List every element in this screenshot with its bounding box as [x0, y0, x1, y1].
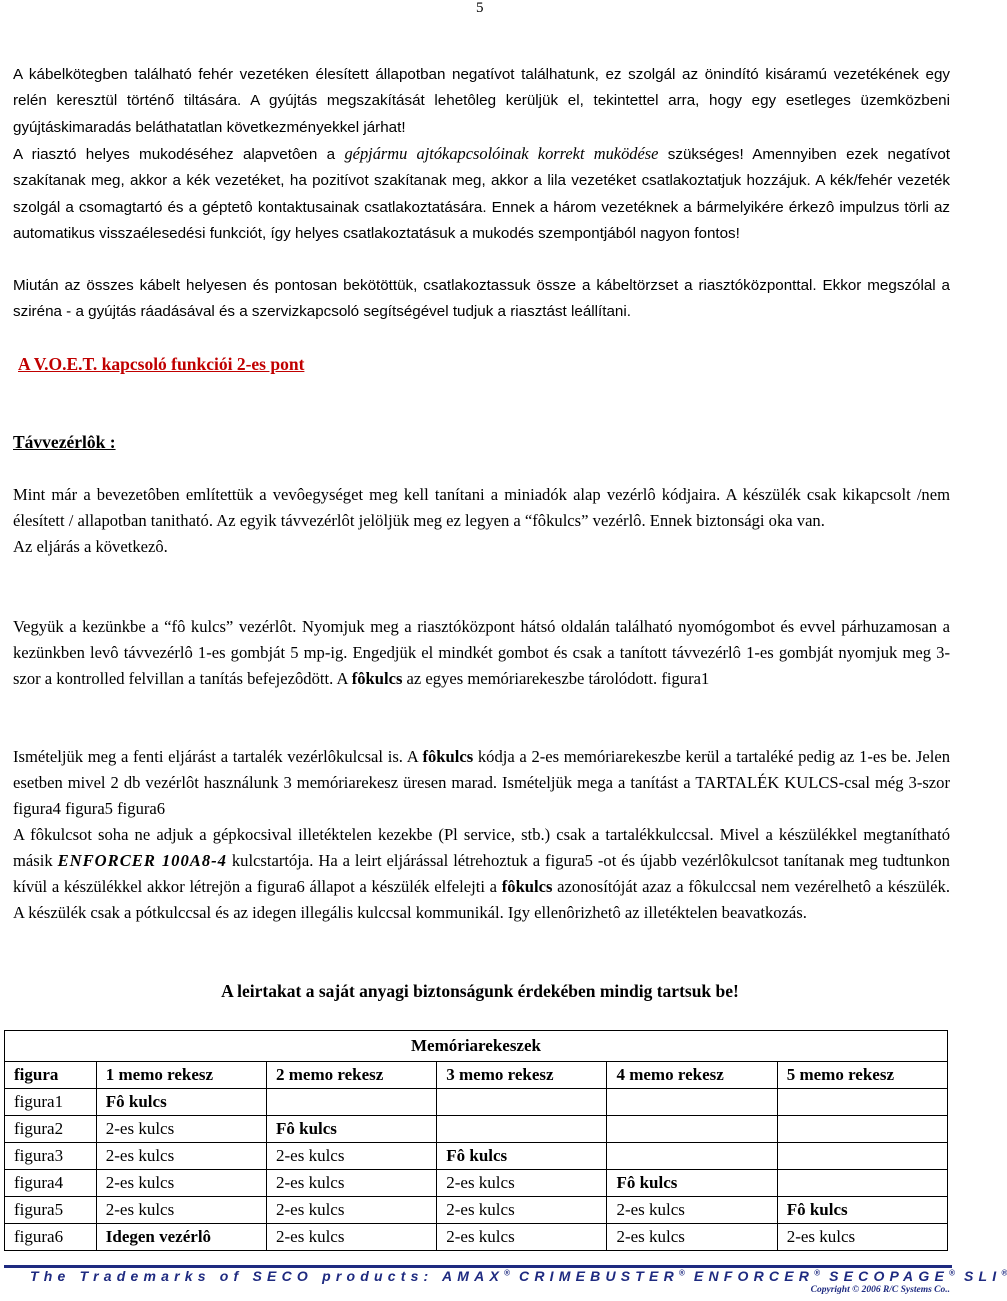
reg-mark: ® — [504, 1268, 510, 1278]
memory-table-row — [5, 1116, 948, 1143]
body-p4-middle: kulcstartója. Ha a leirt eljárással létrehoztuk a figura5 -ot és újabb vezérlôkulcsot tanítanak meg tudtunkon kívül a készülékkel akkor létrejön a figura6 állapot a készülék elfelejti a — [13, 851, 950, 896]
body-p4-end: azonosítóját azaz a fôkulccsal nem vezérelhetô a készülék. A készülék csak a pótkulccsal és az idegen illegális kulccsal kommunikál. Igy ellenôrizhetô az illetéktelen beavatkozás. — [13, 877, 950, 922]
intro-paragraph-1: A kábelkötegben található fehér vezetéken élesített állapotban negatívot találhatunk, ez szolgál az önindító kisáramú vezetékének egy relén keresztül történő tiltására. A gyújtás megszakítását lehetôleg kerüljük el, tekintettel arra, hogy egy esetleges üzemközbeni gyújtáskimaradás beláthatatlan következményekkel járhat! — [13, 66, 950, 136]
header-cell: 5 memo rekesz — [777, 1062, 947, 1089]
memory-table-row — [5, 1224, 948, 1251]
figura-label-cell: figura2 — [5, 1116, 97, 1143]
reg-mark: ® — [949, 1268, 955, 1278]
body-p1-text: Mint már a bevezetôben említettük a vevôegységet meg kell tanítani a miniadók alap vezérlô kódjaira. A készülék csak kikapcsolt /nem élesített / allapotban tanitható. Az egyik távvezérlôt jelöljük meg ez legyen a “fôkulcs” vezérlô. Ennek biztonsági oka van. — [13, 485, 950, 530]
header-cell: 3 memo rekesz — [437, 1062, 607, 1089]
reg-mark: ® — [678, 1268, 685, 1278]
memo-slot-cell — [267, 1089, 437, 1116]
copyright: Copyright © 2006 R/C Systems Co.. — [810, 1285, 950, 1295]
memo-slot-cell: Fô kulcs — [607, 1170, 777, 1197]
enforcer-brand: ENFORCER 100A8-4 — [57, 851, 227, 870]
voet-link-heading[interactable]: A V.O.E.T. kapcsoló funkciói 2-es pont — [18, 354, 305, 374]
body-paragraph-2 — [13, 614, 950, 692]
brand-enforcer: ENFORCER — [693, 1268, 815, 1284]
memo-slot-cell — [607, 1089, 777, 1116]
memo-slot-cell — [607, 1116, 777, 1143]
body-paragraph-3 — [13, 744, 950, 926]
memo-slot-cell: 2-es kulcs — [267, 1143, 437, 1170]
body-p4-bold: fôkulcs — [501, 877, 553, 896]
intro-p2-start: A riasztó helyes mukodéséhez alapvetôen a — [13, 146, 345, 163]
memo-slot-cell: 2-es kulcs — [267, 1170, 437, 1197]
body-p3-bold: fôkulcs — [422, 747, 474, 766]
memo-slot-cell: 2-es kulcs — [96, 1116, 266, 1143]
memo-slot-cell — [607, 1143, 777, 1170]
figura-label-cell: figura5 — [5, 1197, 97, 1224]
header-cell: 4 memo rekesz — [607, 1062, 777, 1089]
memo-slot-cell: 2-es kulcs — [437, 1170, 607, 1197]
brand-sli: SLI — [964, 1268, 1002, 1284]
memo-slot-cell: 2-es kulcs — [96, 1143, 266, 1170]
body-p4-start: A fôkulcsot soha ne adjuk a gépkocsival illetéktelen kezekbe (Pl service, stb.) csak a tartalékkulccsal. Mivel a készülékkel megtanítható másik — [13, 825, 950, 870]
memo-slot-cell: 2-es kulcs — [607, 1224, 777, 1251]
intro-p2-end: szükséges! Amennyiben ezek negatívot szakítanak meg, akkor a kék vezetéket, ha pozitívot szakítanak meg, akkor a lila vezetéket csatlakoztatjuk hozzájuk. A kék/fehér vezeték szolgál a csomagtartó és a géptetô kontaktusainak csatlakoztatására. Ennek a három vezetéknek a bármelyikére érkezô impulzus törli az automatikus visszaélesedési funkciót, így helyes csatlakoztatásuk a mukodés szempontjából nagyon fontos! — [13, 146, 951, 243]
body-p3-start: Ismételjük meg a fenti eljárást a tartalék vezérlôkulcsal is. A — [13, 747, 423, 766]
footer-trademarks — [30, 1268, 1007, 1284]
memo-slot-cell: 2-es kulcs — [437, 1224, 607, 1251]
brand-amax: AMAX — [442, 1268, 505, 1284]
body-p2-start: Vegyük a kezünkbe a “fô kulcs” vezérlôt. Nyomjuk meg a riasztóközpont hátsó oldalán található nyomógombot és evvel párhuzamosan a kezünkben levô távvezérlô 1-es gombját 5 mp-ig. Engedjük el mindkét gombot és csak a tanított távvezérlô 1-es gombját nyomjuk meg 3-szor a kontrolled felvillan a tanítás befejezôdött. A — [13, 617, 950, 688]
memo-slot-cell: Fô kulcs — [777, 1197, 947, 1224]
body-p2-bold: fôkulcs — [351, 669, 403, 688]
memo-slot-cell: 2-es kulcs — [607, 1197, 777, 1224]
memo-slot-cell: 2-es kulcs — [96, 1170, 266, 1197]
memo-slot-cell — [777, 1089, 947, 1116]
memory-table-row — [5, 1143, 948, 1170]
memo-slot-cell: 2-es kulcs — [267, 1197, 437, 1224]
brand-secopage: SECOPAGE — [829, 1268, 949, 1284]
memo-slot-cell — [437, 1089, 607, 1116]
memo-slot-cell: 2-es kulcs — [777, 1224, 947, 1251]
memory-table-row — [5, 1197, 948, 1224]
page-number: 5 — [476, 0, 484, 16]
figura-label-cell: figura6 — [5, 1224, 97, 1251]
intro-paragraph-2 — [13, 141, 950, 248]
memo-slot-cell: Fô kulcs — [267, 1116, 437, 1143]
reg-mark: ® — [1001, 1268, 1007, 1278]
footer-prefix: The Trademarks of SECO products: — [30, 1268, 442, 1284]
memo-slot-cell — [777, 1116, 947, 1143]
safety-notice: A leirtakat a saját anyagi biztonságunk érdekében mindig tartsuk be! — [221, 981, 739, 1001]
memo-slot-cell: 2-es kulcs — [437, 1197, 607, 1224]
memo-slot-cell: 2-es kulcs — [267, 1224, 437, 1251]
brand-crimebuster: CRIMEBUSTER — [519, 1268, 679, 1284]
header-cell: 2 memo rekesz — [267, 1062, 437, 1089]
intro-p2-emphasis: gépjármu ajtókapcsolóinak korrekt muködése — [344, 144, 659, 163]
memory-table-row — [5, 1170, 948, 1197]
body-p1-procedure: Az eljárás a következô. — [13, 537, 168, 556]
memo-slot-cell — [437, 1116, 607, 1143]
memo-slot-cell: Idegen vezérlô — [96, 1224, 266, 1251]
body-p4-text — [13, 822, 950, 926]
header-cell: figura — [5, 1062, 97, 1089]
memory-table — [4, 1030, 948, 1251]
body-p3-end: kódja a 2-es memóriarekeszbe kerül a tartaléké pedig az 1-es be. Jelen esetben mivel 2 db vezérlôt használunk 3 memóriarekesz üresen marad. Ismételjük mega a tanítást a TARTALÉK KULCS-csal még 3-szor figura4 figura5 figura6 — [13, 747, 950, 818]
figura-label-cell: figura1 — [5, 1089, 97, 1116]
body-p2-end: az egyes memóriarekeszbe tárolódott. figura1 — [402, 669, 710, 688]
body-p3-text — [13, 744, 950, 822]
figura-label-cell: figura3 — [5, 1143, 97, 1170]
memory-table-header-row — [5, 1062, 948, 1089]
body-paragraph-1 — [13, 482, 950, 560]
memo-slot-cell: Fô kulcs — [96, 1089, 266, 1116]
memo-slot-cell — [777, 1170, 947, 1197]
header-cell: 1 memo rekesz — [96, 1062, 266, 1089]
reg-mark: ® — [814, 1268, 820, 1278]
remote-section-heading: Távvezérlôk : — [13, 432, 116, 452]
memo-slot-cell: 2-es kulcs — [96, 1197, 266, 1224]
memory-table-row — [5, 1089, 948, 1116]
figura-label-cell: figura4 — [5, 1170, 97, 1197]
memo-slot-cell: Fô kulcs — [437, 1143, 607, 1170]
intro-paragraph-3: Miután az összes kábelt helyesen és pontosan bekötöttük, csatlakoztassuk össze a kábeltörzset a riasztóközponttal. Ekkor megszólal a sziréna - a gyújtás ráadásával és a szervizkapcsoló segítségével tudjuk a riasztást leállítani. — [13, 277, 950, 321]
memory-table-title: Memóriarekeszek — [5, 1031, 948, 1062]
memo-slot-cell — [777, 1143, 947, 1170]
